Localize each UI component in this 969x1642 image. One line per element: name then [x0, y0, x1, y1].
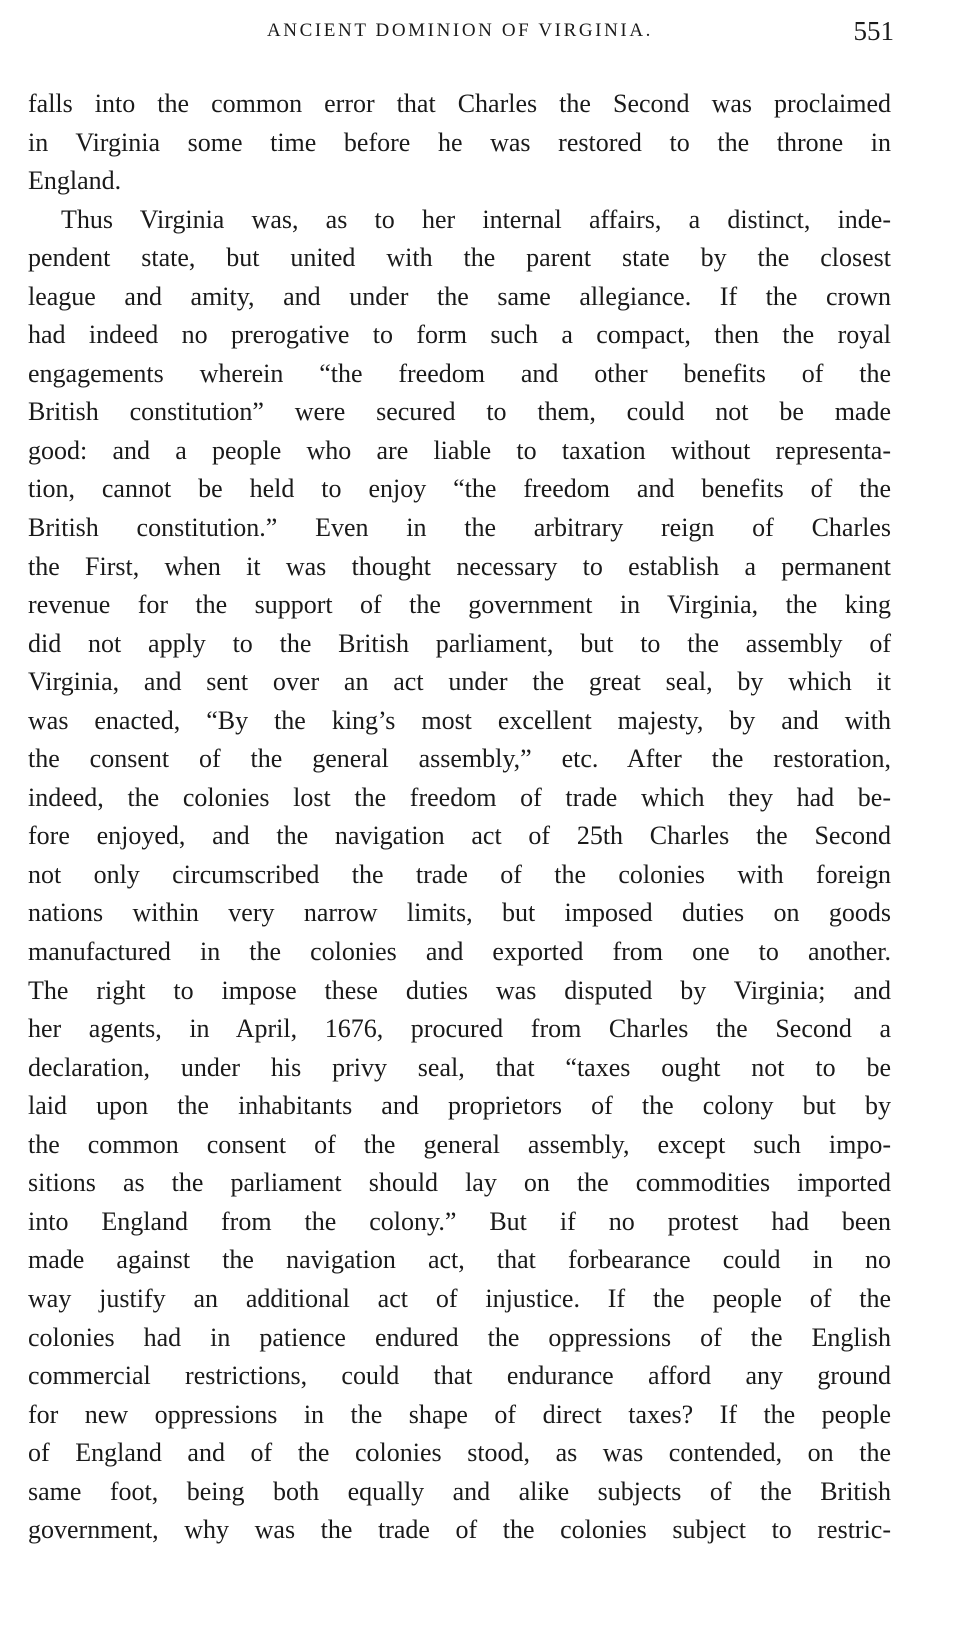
text-line: commercial restrictions, could that endurance afford any ground: [28, 1361, 891, 1391]
text-line: in Virginia some time before he was restored to the throne in: [28, 127, 891, 157]
text-line: pendent state, but united with the parent state by the closest: [28, 243, 891, 273]
text-line: laid upon the inhabitants and proprietors of the colony but by: [28, 1091, 891, 1121]
text-line: nations within very narrow limits, but imposed duties on goods: [28, 898, 891, 928]
text-line: declaration, under his privy seal, that “taxes ought not to be: [28, 1052, 891, 1082]
text-line: for new oppressions in the shape of direct taxes? If the people: [28, 1399, 891, 1429]
text-line: engagements wherein “the freedom and other benefits of the: [28, 358, 891, 388]
text-line: made against the navigation act, that forbearance could in no: [28, 1245, 891, 1275]
text-line: indeed, the colonies lost the freedom of trade which they had be-: [28, 782, 891, 812]
text-line: her agents, in April, 1676, procured from Charles the Second a: [28, 1014, 891, 1044]
text-line: was enacted, “By the king’s most excellent majesty, by and with: [28, 705, 891, 735]
text-line: not only circumscribed the trade of the colonies with foreign: [28, 859, 891, 889]
text-line: revenue for the support of the government in Virginia, the king: [28, 590, 891, 620]
text-line: British constitution” were secured to them, could not be made: [28, 397, 891, 427]
running-header: [30, 16, 894, 52]
text-line: fore enjoyed, and the navigation act of 25th Charles the Second: [28, 821, 891, 851]
paragraph-first-line: Thus Virginia was, as to her internal affairs, a distinct, inde-: [61, 204, 891, 234]
text-line: had indeed no prerogative to form such a compact, then the royal: [28, 320, 891, 350]
text-line: government, why was the trade of the colonies subject to restric-: [28, 1515, 891, 1545]
text-line: into England from the colony.” But if no protest had been: [28, 1206, 891, 1236]
text-line: way justify an additional act of injustice. If the people of the: [28, 1283, 891, 1313]
text-line: manufactured in the colonies and exported from one to another.: [28, 937, 891, 967]
text-line: the consent of the general assembly,” etc. After the restoration,: [28, 744, 891, 774]
text-line: same foot, being both equally and alike subjects of the British: [28, 1476, 891, 1506]
text-line: sitions as the parliament should lay on the commodities imported: [28, 1168, 891, 1198]
text-line: good: and a people who are liable to taxation without representa-: [28, 435, 891, 465]
text-line: The right to impose these duties was disputed by Virginia; and: [28, 975, 891, 1005]
text-line: the common consent of the general assembly, except such impo-: [28, 1129, 891, 1159]
text-line: Virginia, and sent over an act under the great seal, by which it: [28, 667, 891, 697]
text-line: England.: [28, 166, 122, 196]
text-line: of England and of the colonies stood, as was contended, on the: [28, 1438, 891, 1468]
text-line: league and amity, and under the same allegiance. If the crown: [28, 281, 891, 311]
text-line: did not apply to the British parliament, but to the assembly of: [28, 628, 891, 658]
text-line: British constitution.” Even in the arbitrary reign of Charles: [28, 513, 891, 543]
body-text: [28, 85, 891, 1550]
running-title: ANCIENT DOMINION OF VIRGINIA.: [266, 20, 654, 41]
text-line: tion, cannot be held to enjoy “the freedom and benefits of the: [28, 474, 891, 504]
text-line: colonies had in patience endured the oppressions of the English: [28, 1322, 891, 1352]
page-number: 551: [853, 16, 894, 46]
text-line: the First, when it was thought necessary to establish a permanent: [28, 551, 891, 581]
text-line: falls into the common error that Charles the Second was proclaimed: [28, 89, 891, 118]
